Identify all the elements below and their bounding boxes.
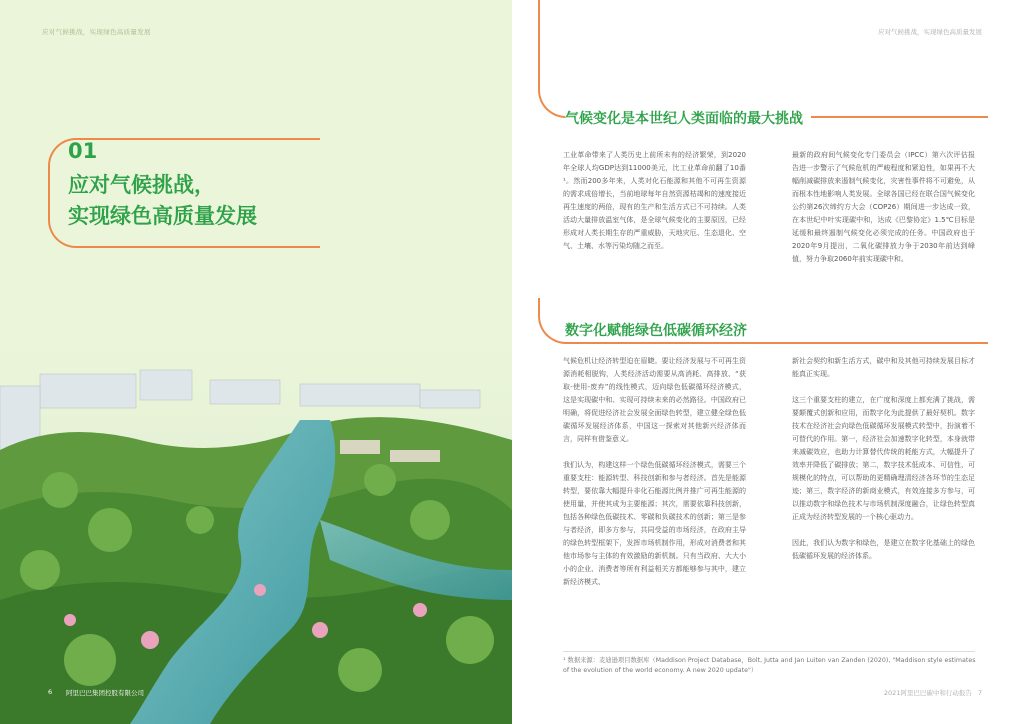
chapter-title-line2: 实现绿色高质量发展 — [68, 204, 257, 228]
chapter-title-line1: 应对气候挑战， — [68, 173, 215, 197]
section2-paragraph: 气候危机让经济转型迫在眉睫。要让经济发展与不可再生资源消耗相脱钩，人类经济活动需要从高消耗、高排放、“获取-使用-废弃”的线性模式，迈向绿色低碳循环经济模式，这是实现碳中和、实现可持续未来的必然路径。中国政府已明确，将促进经济社会发展全面绿色转型，建立健全绿色低碳循环发展经济体系，中国这一探索对其他新兴经济体而言，同样有借鉴意义。 — [563, 357, 746, 443]
left-running-head: 应对气候挑战，实现绿色高质量发展 — [42, 28, 151, 36]
section1-column2 — [792, 149, 975, 279]
right-running-head: 应对气候挑战，实现绿色高质量发展 — [878, 28, 982, 36]
section2-paragraph: 因此，我们认为数字和绿色，是建立在数字化基础上的绿色低碳循环发展的经济体系。 — [792, 539, 975, 560]
left-organization: 阿里巴巴集团控股有限公司 — [66, 689, 144, 697]
chapter-title — [68, 170, 257, 232]
section1-paragraph: 最新的政府间气候变化专门委员会（IPCC）第六次评估报告进一步警示了气候危机的严峻程度和紧迫性，如果再不大幅削减碳排放来遏制气候变化，灾害性事件将不可避免，从而根本性地影响人类发展。全球各国已经在联合国气候变化公约第26次缔约方大会（COP26）期间进一步达成一致，在本世纪中叶实现碳中和，达成《巴黎协定》1.5℃目标是延缓和最终遏制气候变化必须完成的任务。中国政府也于2020年9月提出，二氧化碳排放力争于2030年前达到峰值，努力争取2060年前实现碳中和。 — [792, 151, 975, 263]
footnote: ¹ 数据来源：麦迪逊项目数据库（Maddison Project Database，Bolt, Jutta and Jan Luiten van Zanden (2020), "Maddison style estimates of the evolution of the world economy. A new 2020 update"） — [563, 657, 976, 674]
section2-column2 — [792, 355, 975, 576]
section1-frame — [538, 0, 988, 118]
section2-title: 数字化赋能绿色低碳循环经济 — [565, 320, 755, 340]
section1-title: 气候变化是本世纪人类面临的最大挑战 — [565, 108, 811, 128]
section1-paragraph: 工业革命带来了人类历史上前所未有的经济繁荣，到2020年全球人均GDP达到11000美元，比工业革命前翻了10番¹。然而200多年来，人类对化石能源和其他不可再生资源的需求成倍增长，当前地球每年自然资源枯竭和的速度接近再生速度的两倍，现有的生产和生活方式已不可持续。人类活动大量排放温室气体，是全球气候变化的主要原因，已经形成对人类长期生存的严重威胁，天地灾厄、生态退化、空气、土壤、水等污染均随之而至。 — [563, 151, 746, 250]
report-name: 2021阿里巴巴碳中和行动报告 — [883, 689, 972, 697]
section1-column1 — [563, 149, 746, 266]
section2-paragraph: 新社会契约和新生活方式，碳中和及其他可持续发展目标才能真正实现。 — [792, 357, 975, 378]
section2-paragraph: 我们认为，构建这样一个绿色低碳循环经济模式，需要三个重要支柱：能源转型、科技创新和参与者经济。首先是能源转型，要依靠大幅提升非化石能源比例并推广可再生能源的使用量，并使其成为主要能源；其次，需要依靠科技创新，包括各种绿色低碳技术、零碳和负碳技术的创新；第三是参与者经济，即多方参与，共同受益的市场经济，在政府主导的绿色转型框架下，发挥市场机制作用，形成对消费者和其他市场参与主体的有效激励的新机制。只有当政府、大大小小的企业、消费者等所有利益相关方都能够参与其中，建立新经济模式、 — [563, 461, 746, 586]
right-page-number: 7 — [977, 689, 982, 697]
left-page-number: 6 — [48, 688, 53, 696]
section2-column1 — [563, 355, 746, 602]
section2-paragraph: 这三个重要支柱的建立，在广度和深度上都充满了挑战，需要颠覆式创新和应用，而数字化为此提供了最好契机。数字技术在经济社会向绿色低碳循环发展模式转型中，扮演着不可替代的作用。第一，经济社会加速数字化转型，本身就带来减碳效应，也助力计算替代传统的耗能方式，大幅提升了效率并降低了碳排放；第二，数字技术低成本、可信性、可规模化的特点，可以帮助的更精确理清经济各环节的生态足迹；第三，数字经济的新商业模式，有效连接多方参与，可以推动数字和绿色技术与市场机制深度融合，让绿色转型真正成为经济转型发展的一个核心驱动力。 — [792, 396, 975, 521]
footnote-divider — [563, 651, 975, 652]
landscape-illustration — [0, 340, 512, 724]
right-footer — [884, 688, 982, 697]
chapter-number: 01 — [68, 139, 98, 163]
